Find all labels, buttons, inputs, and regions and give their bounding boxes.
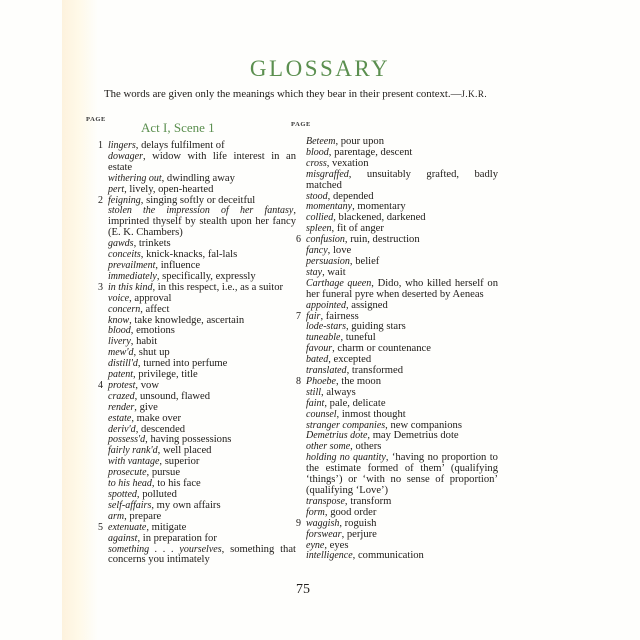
entry-page-number: 8 [296,375,301,387]
entry-term: faint [306,397,325,409]
entry-term: self-affairs [108,499,152,511]
entry-page-number: 4 [98,379,103,391]
entry-gloss: , mitigate [146,521,187,533]
glossary-entry [108,152,296,174]
entry-term: lode-stars [306,321,346,333]
entry-term: know [108,314,130,326]
entry-gloss: , fit of anger [331,223,384,235]
entry-gloss: , pale, delicate [324,397,386,409]
entry-gloss: , take knowledge, ascertain [129,314,245,326]
entry-term: confusion [306,234,345,246]
entry-term: spleen [306,223,332,235]
glossary-entry [306,279,498,301]
entry-gloss: , polluted [136,489,177,500]
entry-term: Demetrius dote [306,430,368,442]
page-column-label-left: PAGE [86,116,106,123]
entry-gloss: , pour upon [335,136,384,147]
entry-gloss: , tuneful [340,332,376,344]
entry-term: something . . . yourselves [108,543,222,555]
entry-gloss: , descended [135,423,186,435]
entry-term: counsel [306,408,337,420]
entry-gloss: , always [321,386,356,398]
entry-gloss: , singing softly or deceitful [140,194,256,206]
entry-page-number: 7 [296,310,301,322]
entry-term: feigning [108,194,141,206]
entry-gloss: , vexation [326,157,369,169]
glossary-column-right [296,136,499,562]
entry-term: mew'd [108,347,134,359]
entry-gloss: , affect [140,303,170,315]
entry-term: protest [108,379,136,391]
entry-page-number: 1 [98,140,103,151]
entry-gloss: , in preparation for [137,532,217,544]
entry-gloss: , ruin, destruction [344,234,420,246]
entry-gloss: , may Demetrius dote [367,430,459,442]
entry-term: translated [306,365,347,377]
entry-term: misgraffed [306,168,349,180]
entry-gloss: , belief [349,255,380,267]
entry-term: pert [108,183,125,195]
entry-gloss: , charm or countenance [332,343,431,355]
glossary-entry [108,206,296,239]
entry-gloss: , momentary [352,201,406,213]
entry-term: withering out [108,172,162,184]
entry-term: to his head [108,478,152,490]
entry-term: conceits [108,249,141,261]
entry-term: tuneable [306,332,341,344]
entry-gloss: , privilege, title [133,369,198,381]
entry-gloss: , wait [322,266,346,278]
entry-gloss: , shut up [133,347,170,359]
entry-gloss: , specifically, expressly [156,270,256,282]
entry-term: stood [306,190,328,202]
entry-term: stolen the impression of her fantasy [108,205,294,217]
entry-term: estate [108,412,132,424]
entry-gloss: , vow [135,379,159,391]
scene-heading: Act I, Scene 1 [141,120,215,135]
entry-gloss: , eyes [324,539,349,551]
entry-gloss: , in this respect, i.e., as a suitor [152,281,284,293]
entry-gloss: , turned into perfume [137,358,228,370]
entry-page-number: 5 [98,521,103,533]
entry-gloss: , unsound, flawed [134,390,210,402]
entry-gloss: , communication [352,550,424,562]
entry-term: lingers [108,140,136,151]
entry-term: deriv'd [108,423,136,435]
entry-gloss: , give [134,401,158,413]
entry-term: appointed [306,299,346,311]
entry-gloss: , excepted [328,354,372,366]
entry-gloss: , new companions [385,419,462,431]
entry-term: collied [306,212,334,224]
entry-term: still [306,386,322,398]
entry-term: Beteem [306,136,336,147]
entry-term: intelligence [306,550,353,562]
entry-term: prosecute [108,467,147,479]
entry-gloss: , something that concerns you intimately [108,543,296,566]
entry-term: extenuate [108,521,147,533]
entry-gloss: , love [327,245,352,257]
entry-gloss: , assigned [346,299,388,311]
entry-term: favour [306,343,333,355]
entry-term: form [306,506,325,518]
intro-signature: J.K.R. [461,89,488,99]
entry-term: persuasion [306,255,350,267]
intro-note [104,88,487,100]
entry-gloss: , imprinted thyself by stealth upon her fancy (E. K. Chambers) [108,205,296,239]
entry-term: gawds [108,238,134,250]
entry-term: eyne [306,539,325,551]
entry-gloss: , ‘having no proportion to the estimate formed of them’ (qualifying ‘things’) or ‘with no sense of proportion’ (qualifying ‘Love’) [306,452,498,496]
entry-gloss: , guiding stars [346,321,406,333]
entry-gloss: , Dido, who killed herself on her funeral pyre when deserted by Aeneas [306,277,499,300]
entry-gloss: , to his face [151,478,201,490]
entry-gloss: , my own affairs [151,499,221,511]
entry-term: render [108,401,135,413]
entry-term: against [108,532,138,544]
entry-gloss: , influence [155,259,201,271]
entry-term: fancy [306,245,328,257]
entry-gloss: , parentage, descent [328,146,413,158]
entry-term: waggish [306,517,340,529]
entry-term: patent [108,369,133,381]
entry-term: momentany [306,201,353,213]
entry-term: fair [306,310,321,322]
entry-gloss: , make over [131,412,182,424]
entry-gloss: , inmost thought [336,408,406,420]
glossary-entry [108,545,296,567]
entry-term: fairly rank'd [108,445,158,457]
entry-gloss: , unsuitably grafted, badly matched [306,168,498,191]
entry-gloss: , transform [344,495,392,507]
entry-page-number: 6 [296,234,301,246]
entry-term: voice [108,292,130,304]
entry-gloss: , well placed [157,445,212,457]
page-column-label-right: PAGE [291,121,311,128]
entry-gloss: , lively, open-hearted [124,183,214,195]
entry-gloss: , trinkets [133,238,171,250]
entry-gloss: , the moon [336,375,382,387]
entry-term: blood [108,325,131,337]
glossary-column-left [98,140,296,566]
entry-term: spotted [108,489,137,500]
entry-gloss: , dwindling away [161,172,235,184]
entry-term: stay [306,266,323,278]
entry-gloss: , widow with life interest in an estate [108,150,296,173]
entry-gloss: , delays fulfilment of [135,140,225,151]
entry-term: other some [306,441,351,453]
page-number: 75 [296,582,310,597]
entry-term: Phoebe [306,375,336,387]
glossary-entry [306,170,498,192]
entry-gloss: , superior [159,456,200,468]
entry-term: crazed [108,390,135,402]
entry-gloss: , depended [327,190,374,202]
entry-gloss: , others [350,441,382,453]
entry-term: immediately [108,270,157,282]
entry-gloss: , knick-knacks, fal-lals [140,249,238,261]
entry-gloss: , blackened, darkened [333,212,426,224]
glossary-entry [306,453,498,497]
entry-term: possess'd [108,434,146,446]
page-title: GLOSSARY [249,56,391,81]
entry-term: prevailment [108,259,156,271]
entry-term: holding no quantity [306,452,386,464]
entry-gloss: , perjure [341,528,377,540]
entry-page-number: 9 [296,517,301,529]
entry-term: Carthage queen [306,277,372,289]
entry-page-number: 3 [98,281,103,293]
entry-page-number: 2 [98,194,103,206]
glossary-entry [306,551,498,562]
entry-term: forswear [306,528,342,540]
entry-term: cross [306,157,327,169]
entry-term: concern [108,303,141,315]
entry-gloss: , approval [129,292,172,304]
entry-gloss: , transformed [346,365,404,377]
page-gutter-shadow [62,0,98,640]
entry-term: dowager [108,150,143,162]
entry-term: blood [306,146,329,158]
entry-gloss: , roguish [339,517,377,529]
entry-term: transpose [306,495,345,507]
entry-term: distill'd [108,358,138,370]
entry-gloss: , pursue [146,467,181,479]
entry-gloss: , having possessions [145,434,232,446]
entry-gloss: , emotions [130,325,175,337]
entry-term: bated [306,354,329,366]
intro-text: The words are given only the meanings which they bear in their present context.— [104,88,462,100]
entry-term: livery [108,336,131,348]
entry-term: with vantage [108,456,160,468]
entry-term: in this kind [108,281,153,293]
entry-gloss: , good order [324,506,377,518]
entry-gloss: , prepare [124,510,162,522]
entry-term: arm [108,510,125,522]
entry-gloss: , fairness [320,310,359,322]
entry-gloss: , habit [130,336,158,348]
entry-term: stranger companies [306,419,386,431]
